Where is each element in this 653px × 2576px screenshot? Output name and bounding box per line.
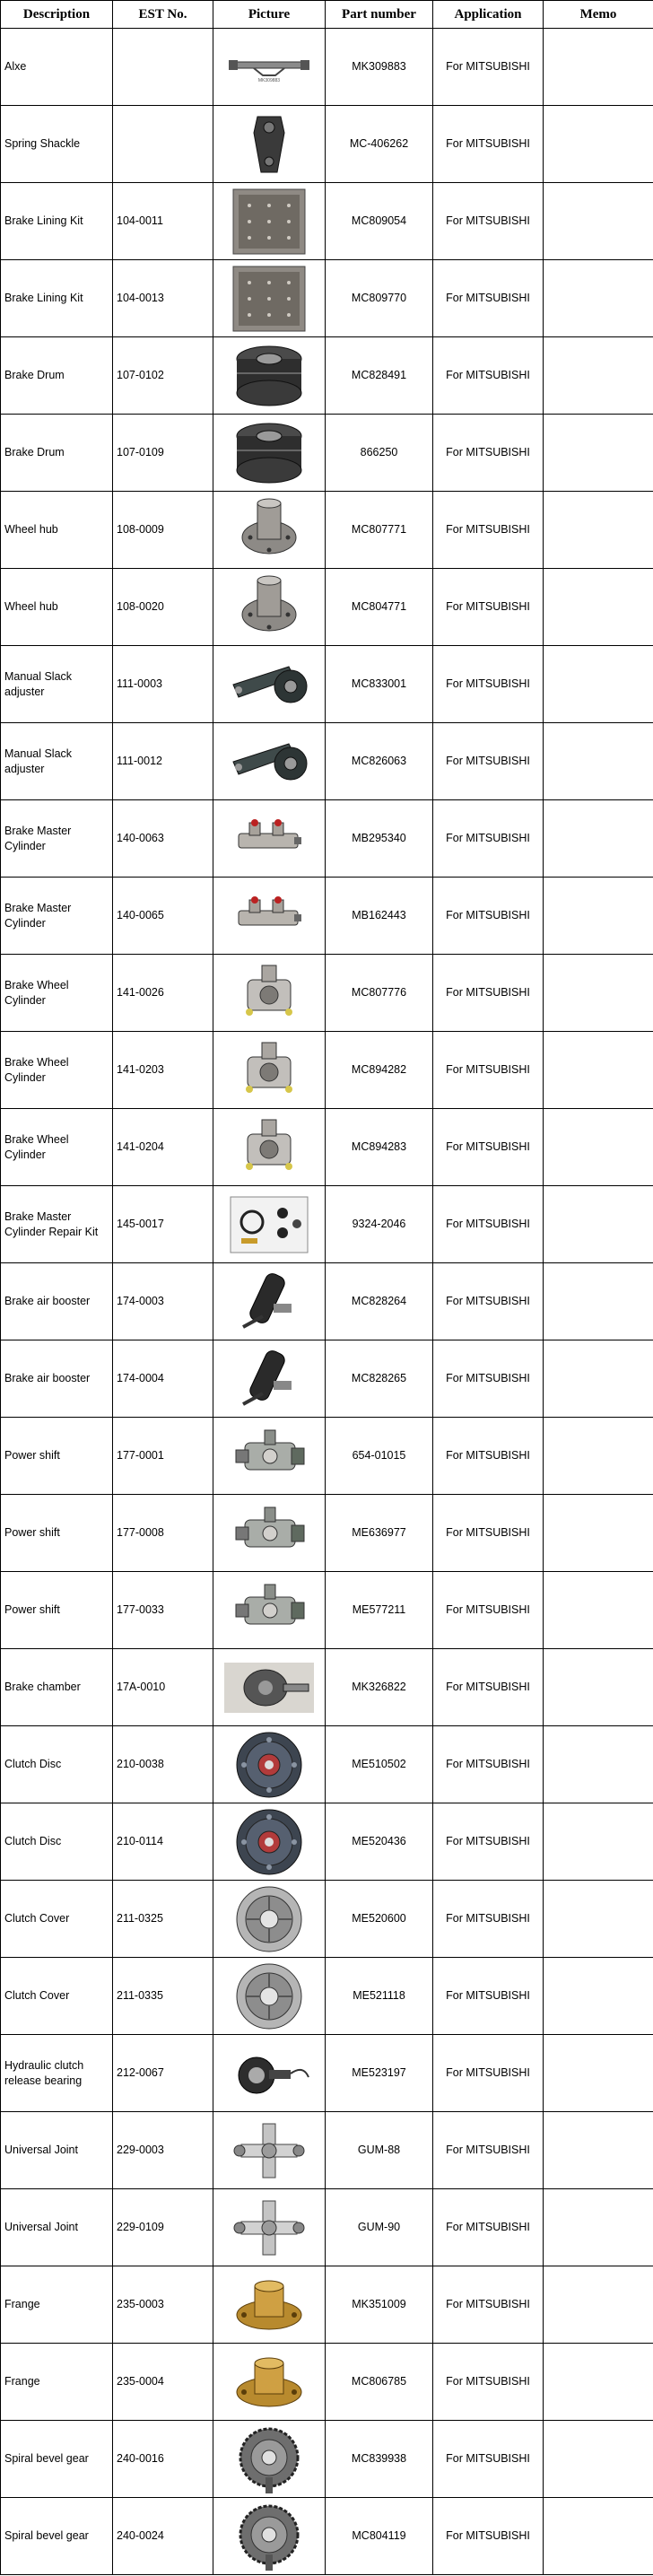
table-row <box>1 260 653 337</box>
memo-cell <box>544 1649 653 1726</box>
description-cell: Brake Master Cylinder <box>1 878 113 955</box>
memo-cell <box>544 415 653 492</box>
table-row <box>1 1495 653 1572</box>
est-no-cell: 240-0024 <box>113 2498 213 2575</box>
description-cell: Manual Slack adjuster <box>1 646 113 723</box>
picture-cell <box>213 106 326 183</box>
description-cell: Wheel hub <box>1 492 113 569</box>
memo-cell <box>544 1958 653 2035</box>
picture-cell <box>213 569 326 646</box>
part-number-cell: MC828265 <box>326 1340 433 1418</box>
description-cell: Brake Master Cylinder <box>1 800 113 878</box>
description-cell: Universal Joint <box>1 2189 113 2266</box>
memo-cell <box>544 2189 653 2266</box>
table-row <box>1 1803 653 1881</box>
header-picture: Picture <box>213 1 326 29</box>
part-number-cell: MC807771 <box>326 492 433 569</box>
power-shift-icon <box>213 1425 325 1488</box>
part-number-cell: MC807776 <box>326 955 433 1032</box>
application-cell: For MITSUBISHI <box>433 955 544 1032</box>
application-cell: For MITSUBISHI <box>433 1495 544 1572</box>
application-cell: For MITSUBISHI <box>433 569 544 646</box>
est-no-cell <box>113 29 213 106</box>
memo-cell <box>544 1032 653 1109</box>
description-cell: Universal Joint <box>1 2112 113 2189</box>
table-row <box>1 492 653 569</box>
description-cell: Brake Wheel Cylinder <box>1 1109 113 1186</box>
air-booster-icon <box>213 1268 325 1336</box>
universal-joint-icon <box>213 2118 325 2183</box>
application-cell: For MITSUBISHI <box>433 2035 544 2112</box>
memo-cell <box>544 646 653 723</box>
picture-cell <box>213 1418 326 1495</box>
memo-cell <box>544 878 653 955</box>
table-row <box>1 2035 653 2112</box>
picture-cell <box>213 260 326 337</box>
picture-cell <box>213 1649 326 1726</box>
application-cell: For MITSUBISHI <box>433 1263 544 1340</box>
part-number-cell: MC-406262 <box>326 106 433 183</box>
part-number-cell: MC806785 <box>326 2344 433 2421</box>
est-no-cell: 177-0008 <box>113 1495 213 1572</box>
application-cell: For MITSUBISHI <box>433 492 544 569</box>
picture-cell <box>213 183 326 260</box>
picture-cell <box>213 1726 326 1803</box>
est-no-cell: 211-0335 <box>113 1958 213 2035</box>
description-cell: Hydraulic clutch release bearing <box>1 2035 113 2112</box>
picture-cell <box>213 646 326 723</box>
part-number-cell: GUM-88 <box>326 2112 433 2189</box>
brake-chamber-icon <box>213 1663 325 1713</box>
est-no-cell: 140-0063 <box>113 800 213 878</box>
picture-cell <box>213 2035 326 2112</box>
wheel-cylinder-icon <box>213 960 325 1026</box>
memo-cell <box>544 183 653 260</box>
memo-cell <box>544 1572 653 1649</box>
header-part-number: Part number <box>326 1 433 29</box>
part-number-cell: MB162443 <box>326 878 433 955</box>
application-cell: For MITSUBISHI <box>433 2266 544 2344</box>
brake-lining-icon <box>213 265 325 333</box>
part-number-cell: MC826063 <box>326 723 433 800</box>
wheel-cylinder-icon <box>213 1114 325 1181</box>
memo-cell <box>544 2498 653 2575</box>
bevel-gear-icon <box>213 2501 325 2572</box>
memo-cell <box>544 2035 653 2112</box>
description-cell: Brake Wheel Cylinder <box>1 1032 113 1109</box>
part-number-cell: 866250 <box>326 415 433 492</box>
est-no-cell: 235-0004 <box>113 2344 213 2421</box>
part-number-cell: ME577211 <box>326 1572 433 1649</box>
memo-cell <box>544 337 653 415</box>
est-no-cell: 229-0003 <box>113 2112 213 2189</box>
application-cell: For MITSUBISHI <box>433 183 544 260</box>
est-no-cell: 141-0026 <box>113 955 213 1032</box>
universal-joint-icon <box>213 2196 325 2260</box>
est-no-cell: 177-0033 <box>113 1572 213 1649</box>
memo-cell <box>544 1418 653 1495</box>
est-no-cell: 107-0109 <box>113 415 213 492</box>
memo-cell <box>544 1726 653 1803</box>
memo-cell <box>544 1881 653 1958</box>
description-cell: Brake Drum <box>1 415 113 492</box>
table-row <box>1 1032 653 1109</box>
application-cell: For MITSUBISHI <box>433 2498 544 2575</box>
header-application: Application <box>433 1 544 29</box>
picture-cell <box>213 1803 326 1881</box>
description-cell: Clutch Disc <box>1 1803 113 1881</box>
description-cell: Brake Drum <box>1 337 113 415</box>
description-cell: Frange <box>1 2266 113 2344</box>
est-no-cell: 141-0204 <box>113 1109 213 1186</box>
table-row <box>1 1649 653 1726</box>
part-number-cell: MC839938 <box>326 2421 433 2498</box>
power-shift-icon <box>213 1579 325 1642</box>
brake-drum-icon <box>213 420 325 486</box>
part-number-cell: MC828264 <box>326 1263 433 1340</box>
clutch-cover-icon <box>213 1960 325 2032</box>
brake-lining-icon <box>213 188 325 256</box>
part-number-cell: 9324-2046 <box>326 1186 433 1263</box>
slack-adjuster-icon <box>213 735 325 789</box>
est-no-cell: 229-0109 <box>113 2189 213 2266</box>
application-cell: For MITSUBISHI <box>433 29 544 106</box>
application-cell: For MITSUBISHI <box>433 337 544 415</box>
table-row <box>1 2112 653 2189</box>
table-row <box>1 2266 653 2344</box>
application-cell: For MITSUBISHI <box>433 878 544 955</box>
description-cell: Brake Master Cylinder Repair Kit <box>1 1186 113 1263</box>
table-row <box>1 1340 653 1418</box>
picture-cell <box>213 1495 326 1572</box>
memo-cell <box>544 2112 653 2189</box>
application-cell: For MITSUBISHI <box>433 260 544 337</box>
picture-cell <box>213 1032 326 1109</box>
est-no-cell: 212-0067 <box>113 2035 213 2112</box>
table-row <box>1 723 653 800</box>
description-cell: Spiral bevel gear <box>1 2421 113 2498</box>
memo-cell <box>544 2266 653 2344</box>
svg-text:MK309883: MK309883 <box>257 77 281 83</box>
part-number-cell: 654-01015 <box>326 1418 433 1495</box>
table-row <box>1 800 653 878</box>
est-no-cell: 174-0003 <box>113 1263 213 1340</box>
table-row <box>1 1958 653 2035</box>
picture-cell <box>213 878 326 955</box>
slack-adjuster-icon <box>213 658 325 712</box>
table-row <box>1 1263 653 1340</box>
table-body <box>1 29 653 2575</box>
clutch-disc-icon <box>213 1806 325 1878</box>
picture-cell <box>213 1572 326 1649</box>
application-cell: For MITSUBISHI <box>433 1109 544 1186</box>
master-cylinder-icon <box>213 816 325 862</box>
part-number-cell: MC833001 <box>326 646 433 723</box>
application-cell: For MITSUBISHI <box>433 2189 544 2266</box>
picture-cell <box>213 2112 326 2189</box>
picture-cell <box>213 1109 326 1186</box>
table-row <box>1 2498 653 2575</box>
part-number-cell: MC804119 <box>326 2498 433 2575</box>
description-cell: Clutch Cover <box>1 1958 113 2035</box>
header-est-no: EST No. <box>113 1 213 29</box>
table-row <box>1 337 653 415</box>
application-cell: For MITSUBISHI <box>433 2421 544 2498</box>
est-no-cell: 111-0012 <box>113 723 213 800</box>
est-no-cell: 174-0004 <box>113 1340 213 1418</box>
part-number-cell: ME520436 <box>326 1803 433 1881</box>
est-no-cell: 141-0203 <box>113 1032 213 1109</box>
description-cell: Alxe <box>1 29 113 106</box>
est-no-cell: 240-0016 <box>113 2421 213 2498</box>
picture-cell <box>213 1881 326 1958</box>
picture-cell <box>213 1958 326 2035</box>
est-no-cell: 145-0017 <box>113 1186 213 1263</box>
est-no-cell: 107-0102 <box>113 337 213 415</box>
description-cell: Spring Shackle <box>1 106 113 183</box>
memo-cell <box>544 723 653 800</box>
clutch-disc-icon <box>213 1729 325 1801</box>
axle-icon <box>213 51 325 83</box>
description-cell: Power shift <box>1 1572 113 1649</box>
part-number-cell: MK309883 <box>326 29 433 106</box>
picture-cell <box>213 29 326 106</box>
picture-cell <box>213 2421 326 2498</box>
description-cell: Brake Lining Kit <box>1 183 113 260</box>
power-shift-icon <box>213 1502 325 1565</box>
application-cell: For MITSUBISHI <box>433 2344 544 2421</box>
picture-cell <box>213 1340 326 1418</box>
memo-cell <box>544 800 653 878</box>
part-number-cell: MC894283 <box>326 1109 433 1186</box>
table-row <box>1 1881 653 1958</box>
application-cell: For MITSUBISHI <box>433 1418 544 1495</box>
application-cell: For MITSUBISHI <box>433 1958 544 2035</box>
memo-cell <box>544 492 653 569</box>
header-description: Description <box>1 1 113 29</box>
picture-cell <box>213 415 326 492</box>
est-no-cell: 104-0011 <box>113 183 213 260</box>
picture-cell <box>213 337 326 415</box>
table-row <box>1 183 653 260</box>
part-number-cell: MC809770 <box>326 260 433 337</box>
header-row <box>1 1 653 29</box>
part-number-cell: ME510502 <box>326 1726 433 1803</box>
wheel-cylinder-icon <box>213 1037 325 1104</box>
description-cell: Brake Wheel Cylinder <box>1 955 113 1032</box>
application-cell: For MITSUBISHI <box>433 1726 544 1803</box>
spring-shackle-icon <box>213 113 325 176</box>
wheel-hub-icon <box>213 496 325 564</box>
est-no-cell: 17A-0010 <box>113 1649 213 1726</box>
memo-cell <box>544 260 653 337</box>
part-number-cell: MK351009 <box>326 2266 433 2344</box>
table-row <box>1 569 653 646</box>
part-number-cell: MC804771 <box>326 569 433 646</box>
part-number-cell: MB295340 <box>326 800 433 878</box>
description-cell: Brake Lining Kit <box>1 260 113 337</box>
part-number-cell: MK326822 <box>326 1649 433 1726</box>
est-no-cell: 108-0009 <box>113 492 213 569</box>
part-number-cell: MC809054 <box>326 183 433 260</box>
memo-cell <box>544 1186 653 1263</box>
table-row <box>1 646 653 723</box>
memo-cell <box>544 1340 653 1418</box>
repair-kit-icon <box>213 1195 325 1254</box>
memo-cell <box>544 106 653 183</box>
part-number-cell: ME521118 <box>326 1958 433 2035</box>
part-number-cell: MC894282 <box>326 1032 433 1109</box>
application-cell: For MITSUBISHI <box>433 800 544 878</box>
picture-cell <box>213 2498 326 2575</box>
table-row <box>1 1109 653 1186</box>
description-cell: Power shift <box>1 1418 113 1495</box>
part-number-cell: ME636977 <box>326 1495 433 1572</box>
part-number-cell: MC828491 <box>326 337 433 415</box>
picture-cell <box>213 2189 326 2266</box>
table-row <box>1 955 653 1032</box>
memo-cell <box>544 29 653 106</box>
description-cell: Clutch Disc <box>1 1726 113 1803</box>
memo-cell <box>544 1803 653 1881</box>
application-cell: For MITSUBISHI <box>433 1649 544 1726</box>
est-no-cell: 104-0013 <box>113 260 213 337</box>
memo-cell <box>544 1109 653 1186</box>
application-cell: For MITSUBISHI <box>433 1186 544 1263</box>
picture-cell <box>213 2266 326 2344</box>
est-no-cell: 210-0038 <box>113 1726 213 1803</box>
application-cell: For MITSUBISHI <box>433 1032 544 1109</box>
picture-cell <box>213 1263 326 1340</box>
est-no-cell: 108-0020 <box>113 569 213 646</box>
description-cell: Brake air booster <box>1 1340 113 1418</box>
memo-cell <box>544 569 653 646</box>
part-number-cell: ME520600 <box>326 1881 433 1958</box>
est-no-cell: 140-0065 <box>113 878 213 955</box>
memo-cell <box>544 1495 653 1572</box>
table-row <box>1 878 653 955</box>
memo-cell <box>544 1263 653 1340</box>
est-no-cell: 211-0325 <box>113 1881 213 1958</box>
clutch-cover-icon <box>213 1883 325 1955</box>
picture-cell <box>213 2344 326 2421</box>
picture-cell <box>213 1186 326 1263</box>
part-number-cell: GUM-90 <box>326 2189 433 2266</box>
table-row <box>1 2189 653 2266</box>
description-cell: Brake air booster <box>1 1263 113 1340</box>
flange-icon <box>213 2351 325 2414</box>
memo-cell <box>544 2421 653 2498</box>
flange-icon <box>213 2274 325 2336</box>
application-cell: For MITSUBISHI <box>433 1340 544 1418</box>
release-bearing-icon <box>213 2047 325 2100</box>
application-cell: For MITSUBISHI <box>433 1881 544 1958</box>
table-row <box>1 1186 653 1263</box>
application-cell: For MITSUBISHI <box>433 1803 544 1881</box>
description-cell: Power shift <box>1 1495 113 1572</box>
picture-cell <box>213 955 326 1032</box>
est-no-cell: 111-0003 <box>113 646 213 723</box>
bevel-gear-icon <box>213 2423 325 2495</box>
master-cylinder-icon <box>213 893 325 939</box>
table-row <box>1 2421 653 2498</box>
header-memo: Memo <box>544 1 653 29</box>
description-cell: Brake chamber <box>1 1649 113 1726</box>
description-cell: Clutch Cover <box>1 1881 113 1958</box>
application-cell: For MITSUBISHI <box>433 106 544 183</box>
picture-cell <box>213 723 326 800</box>
air-booster-icon <box>213 1345 325 1413</box>
description-cell: Spiral bevel gear <box>1 2498 113 2575</box>
picture-cell <box>213 800 326 878</box>
est-no-cell: 177-0001 <box>113 1418 213 1495</box>
table-row <box>1 1726 653 1803</box>
est-no-cell: 235-0003 <box>113 2266 213 2344</box>
memo-cell <box>544 955 653 1032</box>
table-row <box>1 2344 653 2421</box>
description-cell: Wheel hub <box>1 569 113 646</box>
application-cell: For MITSUBISHI <box>433 646 544 723</box>
picture-cell <box>213 492 326 569</box>
application-cell: For MITSUBISHI <box>433 2112 544 2189</box>
part-number-cell: ME523197 <box>326 2035 433 2112</box>
table-row <box>1 1418 653 1495</box>
application-cell: For MITSUBISHI <box>433 415 544 492</box>
table-row <box>1 1572 653 1649</box>
table-row <box>1 415 653 492</box>
wheel-hub-icon <box>213 573 325 642</box>
est-no-cell: 210-0114 <box>113 1803 213 1881</box>
brake-drum-icon <box>213 343 325 409</box>
est-no-cell <box>113 106 213 183</box>
table-row <box>1 29 653 106</box>
memo-cell <box>544 2344 653 2421</box>
table-row <box>1 106 653 183</box>
application-cell: For MITSUBISHI <box>433 723 544 800</box>
description-cell: Frange <box>1 2344 113 2421</box>
application-cell: For MITSUBISHI <box>433 1572 544 1649</box>
description-cell: Manual Slack adjuster <box>1 723 113 800</box>
